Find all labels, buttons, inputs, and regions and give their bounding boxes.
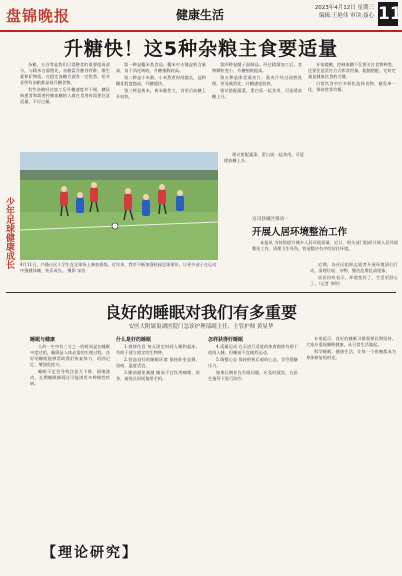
paragraph: 日常饮食中应多样化选择食物，避免单一化，保持营养均衡。	[308, 81, 396, 92]
article1-column-3b	[224, 152, 304, 210]
paragraph: 人的一生中有三分之一的时间是在睡眠中度过的，睡眠是人体必需的生理过程。良好的睡眠能够帮助我们恢复体力、巩固记忆、增强免疫力。	[30, 344, 110, 367]
paragraph: 第二种是小米粥。小米熬煮时间越长，淀粉糊化程度越高，升糖越快。	[116, 75, 206, 86]
news-title: 开展人居环境整治工作	[252, 227, 348, 238]
article2-column-4	[306, 336, 396, 570]
newspaper-logo: 盘锦晚报	[6, 7, 71, 25]
article1-column-4	[308, 62, 396, 208]
news-body	[252, 240, 398, 260]
article1-column-3	[212, 62, 302, 148]
paragraph: 第三种是黄米。黄米黏性大，食用后血糖上升较快。	[116, 88, 206, 99]
paragraph: 第一种是糯米类食品。糯米中支链淀粉含量高，易于消化吸收，升糖指数较高。	[116, 62, 206, 73]
paragraph: 建议搭配蔬菜、蛋白质一起食用，可延缓血糖上升。	[224, 152, 304, 163]
paragraph: 居民纷纷表示，环境变好了，生活更舒心了。（记者 李明）	[310, 275, 398, 286]
issue-meta	[315, 4, 374, 20]
inline-heading: 怎样获得好睡眠	[208, 337, 244, 343]
inline-heading: 睡眠与健康	[30, 337, 56, 343]
youth-football-photo	[20, 152, 218, 260]
section-title: 健康生活	[176, 8, 225, 22]
photo-caption: 4月11日，兴隆台区小学生在足球场上参加训练。近年来，我市不断加强校园足球建设，让更多孩子在运动中强健体魄、快乐成长。 摄影 宋浩	[20, 262, 217, 273]
vertical-banner: 少年足球健康成长	[4, 197, 14, 269]
section-divider	[6, 292, 396, 293]
paragraph: 2.营造良好的睡眠环境 保持卧室安静、黑暗、温度适宜。	[116, 357, 200, 368]
article2-byline: 安医大附属巢湖医院门急诊护理部副主任、主管护师 黄显华	[128, 324, 274, 330]
paragraph: 近期，各社区组织志愿者开展环境清扫行动，清理垃圾、杂物，整治乱堆乱放现象。	[310, 262, 398, 273]
paragraph: 建议搭配蔬菜、蛋白质一起食用，可延缓血糖上升。	[212, 88, 302, 99]
paragraph: 1.规律作息 每天固定时间入睡和起床，有助于建立稳定的生物钟。	[116, 344, 200, 355]
article1-headline: 升糖快！这5种杂粮主食要适量	[63, 38, 339, 60]
issue-date: 2023年4月12日 星期三	[314, 5, 374, 11]
paragraph: 第五种是即食燕麦片。燕麦片经过预熟处理，更易被消化，升糖速度较快。	[212, 75, 302, 86]
paragraph: 3.睡前避免刺激 睡前不宜饮用咖啡、浓茶，避免长时间使用手机。	[116, 370, 200, 381]
paragraph: 如果长期存在失眠问题，应及时就医，在医生指导下进行治疗。	[208, 370, 298, 381]
paragraph: 4.适量运动 白天进行适度的体育锻炼有助于夜间入睡，但睡前不宜剧烈运动。	[208, 344, 298, 355]
paragraph: 专家提示，良好的睡眠习惯需要长期坚持，大家应重视睡眠健康，从日常生活做起。	[306, 336, 396, 347]
paragraph: 科学睡眠，健康生活，让每一个夜晚都成为身体修复的时光。	[306, 349, 396, 360]
news-brief	[252, 216, 398, 262]
paragraph: 睡眠不足会导致注意力下降、情绪波动，长期睡眠障碍还可能诱发多种慢性疾病。	[30, 369, 110, 386]
article2-column-1	[30, 344, 110, 532]
editors-line: 编辑:王艳伟 审读:聂心	[319, 13, 374, 19]
inline-heading: 什么是好的睡眠	[116, 337, 152, 343]
paragraph: 专家提醒，控制血糖不仅要关注食物种类，还要注意烹饪方式和食用量。粗细搭配、定时定量是健康饮食的关键。	[308, 62, 396, 79]
page-number: 11	[378, 4, 402, 24]
football-scene-image	[20, 152, 218, 260]
article1-column-2	[116, 62, 206, 148]
news-right-column	[310, 262, 398, 290]
news-kicker: 宣司县城区推动一	[252, 217, 289, 222]
paragraph: 5.调整心态 保持积极乐观的心态，学会缓解压力。	[208, 357, 298, 368]
article2-headline: 良好的睡眠对我们有多重要	[104, 303, 297, 322]
article2-column-2	[116, 344, 200, 570]
paragraph: 本报讯 为持续提升城乡人居环境质量，近日，相关部门组织开展人居环境整治工作，清理卫生死角，营造整洁有序的居住环境。	[252, 240, 398, 251]
masthead	[0, 0, 402, 32]
paragraph: 杂粮、五谷等是我们日常膳食的重要组成部分，与精米白面相比，杂粮富含膳食纤维、维生素和矿物质，在稳定血糖方面有一定优势。但并非所有杂粮都是低升糖食物。	[20, 62, 110, 85]
column-tag: 【理论研究】	[42, 545, 138, 561]
paragraph: 第四种是糜子面制品。经过精细加工后，食物颗粒变小，升糖指数提高。	[212, 62, 302, 73]
article1-column-1	[20, 62, 110, 148]
paragraph: 有些杂粮经过加工后升糖速度并不慢，糖尿病患者和需要控制血糖的人群在食用时需要注意适量，不可过量。	[20, 87, 110, 104]
article2-column-3	[208, 344, 298, 570]
